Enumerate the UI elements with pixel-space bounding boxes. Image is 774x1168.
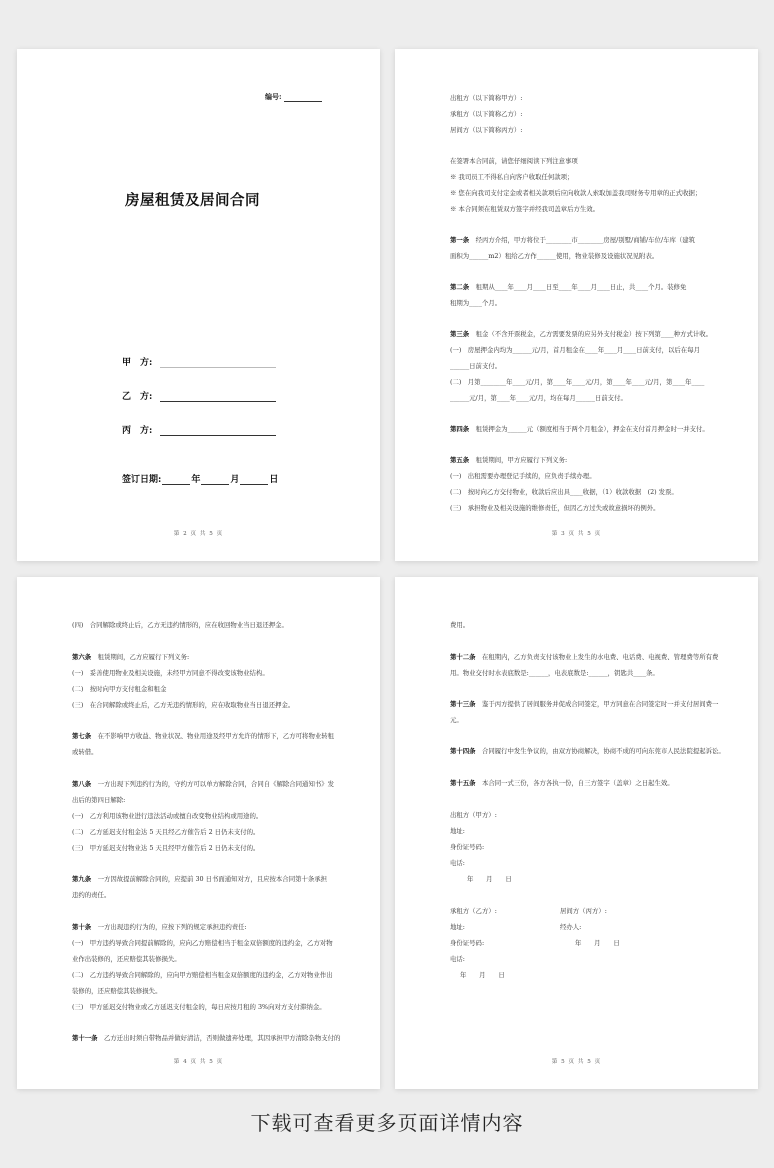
sign-date-field: 签订日期: 年 月 日 [122,475,279,485]
text-line: 居间方（以下简称丙方）: [450,126,523,134]
text-line: (三) 甲方延迟支付物业达 5 天且经甲方催告后 2 日仍未支付的。 [72,844,260,852]
text-line: 面积为______m2）租给乙方作______使用，物业装修及设施状况见附表。 [450,252,659,260]
lessor-label: 出租方（甲方）: [450,811,497,819]
article-2: 第二条 租期从____年____月____日至____年____月____日止，共____个月。装修免 [450,283,687,291]
text-line: (三) 甲方延迟交付物业或乙方延迟支付租金的，每日应按月租的 3%向对方支付滞纳金。 [72,1003,326,1011]
contract-number-field: 编号: [265,92,322,102]
page-footer: 第 3 页 共 5 页 [551,531,602,537]
text-line: (一) 房屋押金内均为______元/月，首月租金在____年____月____日前支付，以后在每月 [450,346,700,354]
text-line: 出租方（以下简称甲方）: [450,94,523,102]
text-line: 租期为____个月。 [450,299,502,307]
text-line: 元。 [450,716,463,724]
article-8: 第八条 一方出现下列违约行为的，守约方可以单方解除合同，合同自《解除合同通知书》发 [72,780,335,788]
contract-cover-page [17,49,380,561]
text-line: (二) 按时向甲方支付租金和租金 [72,685,167,693]
article-4: 第四条 租赁押金为______元（额度相当于两个月租金），押金在支付首月押金时一并支付。 [450,425,709,433]
intermediary-label: 居间方（丙方）: [560,907,607,915]
text-line: 费用。 [450,621,470,629]
article-5: 第五条 租赁期间，甲方应履行下列义务: [450,456,568,464]
contract-page-5 [395,577,758,1089]
text-line: (三) 承担物业及相关设施的维修责任，但因乙方过失或故意损坏的例外。 [450,504,660,512]
text-line: ______日前支付。 [450,362,502,370]
party-c-field: 丙 方: [122,423,276,436]
download-caption: 下载可查看更多页面详情内容 [250,1111,524,1135]
text-line: 承租方（以下简称乙方）: [450,110,523,118]
text-line: (三) 在合同解除或终止后，乙方无违约情形的，应在收取物业当日退还押金。 [72,701,295,709]
article-1: 第一条 经丙方介绍，甲方将位于________市________房屋/别墅/商铺/车位/车库（建筑 [450,236,696,244]
text-line: (一) 乙方利用该物业进行违法活动或擅自改变物业结构或用途的。 [72,812,263,820]
text-line: (一) 甲方违约导致合同提前解除的，应向乙方赔偿相当于租金双倍额度的违约金，乙方对物 [72,939,333,947]
article-3: 第三条 租金（不含开票税金，乙方需要发票的应另外支付税金）按下列第____种方式计收。 [450,330,713,338]
agent-label: 经办人: [560,923,582,931]
date-line: 年 月 日 [467,875,512,883]
id-number-label: 身份证号码: [450,843,485,851]
page-footer: 第 4 页 共 5 页 [173,1059,224,1065]
article-10: 第十条 一方出现违约行为的，应按下列的规定承担违约责任: [72,923,247,931]
text-line: 在签署本合同前，请您仔细阅读下列注意事项 [450,157,578,165]
text-line: 用。物业交付时水表底数是:______，电表底数是:______，钥匙共____条。 [450,669,659,677]
text-line: 业作出装修的，还应赔偿其装修损失。 [72,955,181,963]
text-line: (四) 合同解除或终止后，乙方无违约情形的，应在收回物业当日退还押金。 [72,621,288,629]
text-line: (一) 出租需要办理登记手续的，应负责手续办理。 [450,472,596,480]
text-line: 或转借。 [72,748,98,756]
text-line: ※ 您在向我司支付定金或者相关款项后应向收款人索取加盖我司财务专用章的正式收据； [450,189,702,197]
article-14: 第十四条 合同履行中发生争议的，由双方协商解决，协商不成的可向东莞市人民法院提起诉讼。 [450,747,725,755]
text-line: (二) 按时向乙方交付物业，收款后应出具____收据，（1）收款收据 (2) 发票。 [450,488,678,496]
text-line: (一) 妥善使用物业及相关设施，未经甲方同意不得改变该物业结构。 [72,669,269,677]
contract-page-3 [395,49,758,561]
date-line: 年 月 日 [460,971,505,979]
lessee-label: 承租方（乙方）: [450,907,497,915]
article-9: 第九条 一方因故提前解除合同的，应提前 30 日书面通知对方，且应按本合同第十条承担 [72,875,328,883]
phone-label: 电话: [450,859,465,867]
text-line: ______元/月，第____年____元/月，均在每月______日前支付。 [450,394,627,402]
text-line: ※ 本合同须在租赁双方签字并经我司盖章后方生效。 [450,205,600,213]
article-12: 第十二条 在租期内，乙方负责支付该物业上发生的水电费、电话费、电视费、管理费等所有费 [450,653,719,661]
article-13: 第十三条 鉴于丙方提供了居间服务并促成合同签定，甲方同意在合同签定时一并支付居间费一 [450,700,719,708]
contract-page-4 [17,577,380,1089]
text-line: (二) 乙方违约导致合同解除的，应向甲方赔偿相当租金双倍额度的违约金，乙方对物业作出 [72,971,333,979]
address-label: 地址: [450,923,465,931]
page-footer: 第 5 页 共 5 页 [551,1059,602,1065]
text-line: 违约的责任。 [72,891,111,899]
article-6: 第六条 租赁期间，乙方应履行下列义务: [72,653,190,661]
text-line: 出后的第四日解除: [72,796,126,804]
article-11: 第十一条 乙方迁出时须自带物品并做好清洁，否则做遗弃处理，其因承担甲方清除杂物支付的 [72,1034,341,1042]
page-footer: 第 2 页 共 5 页 [173,531,224,537]
text-line: 装修的，还应赔偿其装修损失。 [72,987,162,995]
party-b-field: 乙 方: [122,389,276,402]
address-label: 地址: [450,827,465,835]
contract-title: 房屋租赁及居间合同 [125,192,260,209]
party-a-field: 甲 方: [122,355,276,368]
article-7: 第七条 在不影响甲方收益、物业状况、物业用途及经甲方允许的情形下，乙方可将物业转租 [72,732,335,740]
article-15: 第十五条 本合同一式三份，各方各执一份，自三方签字（盖章）之日起生效。 [450,779,674,787]
date-line: 年 月 日 [575,939,620,947]
text-line: ※ 我司员工不得私自向客户收取任何款项； [450,173,574,181]
text-line: (二) 月第________年____元/月，第____年____元/月，第____年____元/月，第____年____ [450,378,705,386]
id-number-label: 身份证号码: [450,939,485,947]
text-line: (二) 乙方延迟支付租金达 5 天且经乙方催告后 2 日仍未支付的。 [72,828,260,836]
phone-label: 电话: [450,955,465,963]
